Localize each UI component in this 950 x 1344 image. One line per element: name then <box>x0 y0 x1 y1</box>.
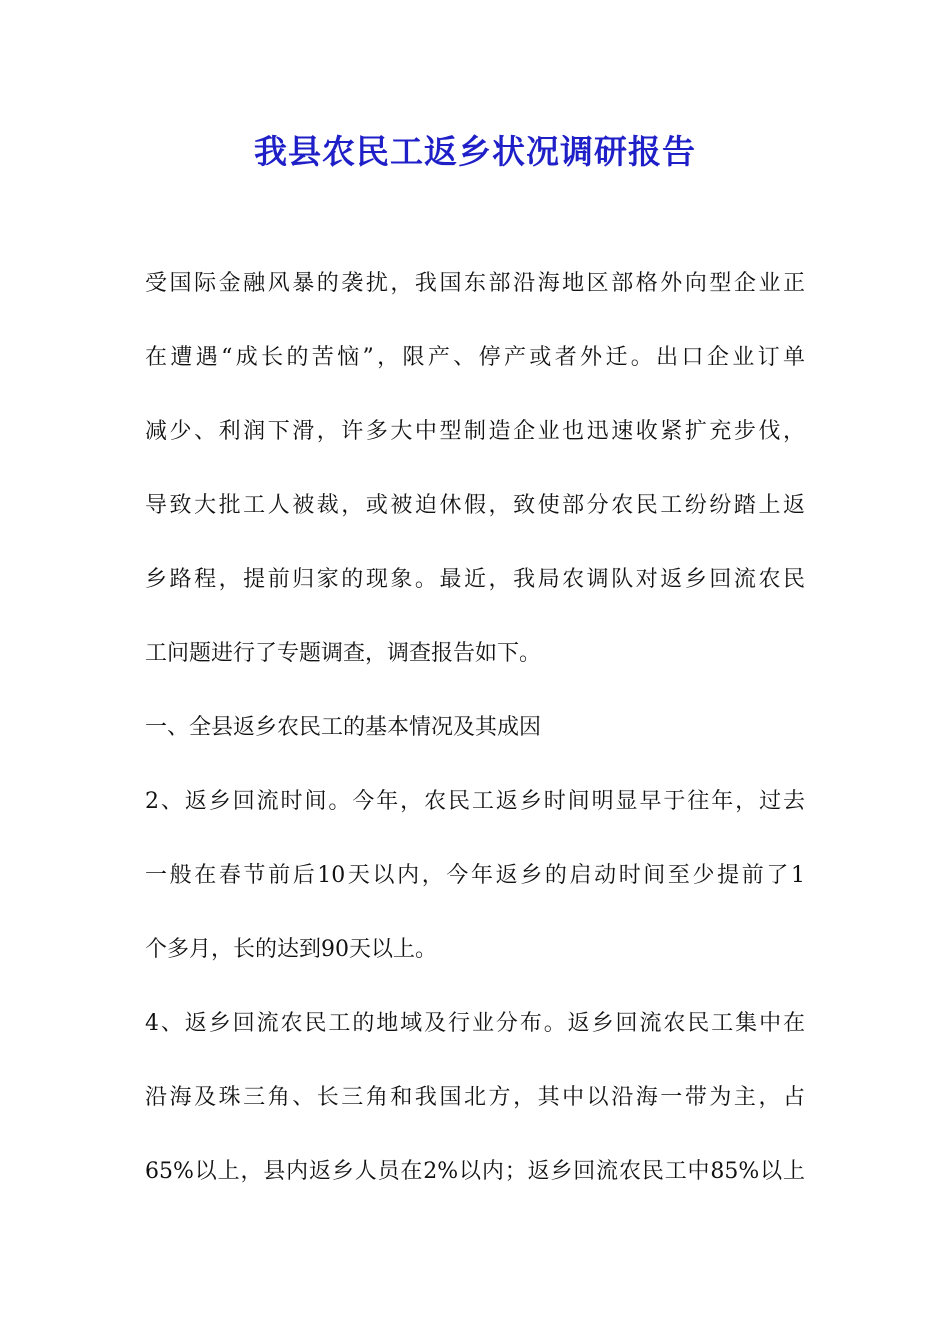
body-line: 导致大批工人被裁，或被迫休假，致使部分农民工纷纷踏上返 <box>145 493 805 518</box>
document-title: 我县农民工返乡状况调研报告 <box>254 132 696 171</box>
document-body <box>145 264 805 1226</box>
body-line: 2、返乡回流时间。今年，农民工返乡时间明显早于往年，过去 <box>145 789 805 814</box>
body-line: 沿海及珠三角、长三角和我国北方，其中以沿海一带为主，占 <box>145 1085 805 1110</box>
body-line: 4、返乡回流农民工的地域及行业分布。返乡回流农民工集中在 <box>145 1011 805 1036</box>
body-line: 乡路程，提前归家的现象。最近，我局农调队对返乡回流农民 <box>145 567 805 592</box>
body-line: 个多月，长的达到90天以上。 <box>145 937 437 962</box>
section-heading: 一、全县返乡农民工的基本情况及其成因 <box>145 715 542 740</box>
body-line: 在遭遇“成长的苦恼”，限产、停产或者外迁。出口企业订单 <box>145 345 805 370</box>
body-line: 减少、利润下滑，许多大中型制造企业也迅速收紧扩充步伐， <box>145 419 805 444</box>
body-line: 一般在春节前后10天以内，今年返乡的启动时间至少提前了1 <box>145 863 805 888</box>
body-line: 受国际金融风暴的袭扰，我国东部沿海地区部格外向型企业正 <box>145 271 805 296</box>
body-line: 工问题进行了专题调查，调查报告如下。 <box>145 641 542 666</box>
body-line: 65%以上，县内返乡人员在2%以内；返乡回流农民工中85%以上 <box>145 1159 805 1184</box>
